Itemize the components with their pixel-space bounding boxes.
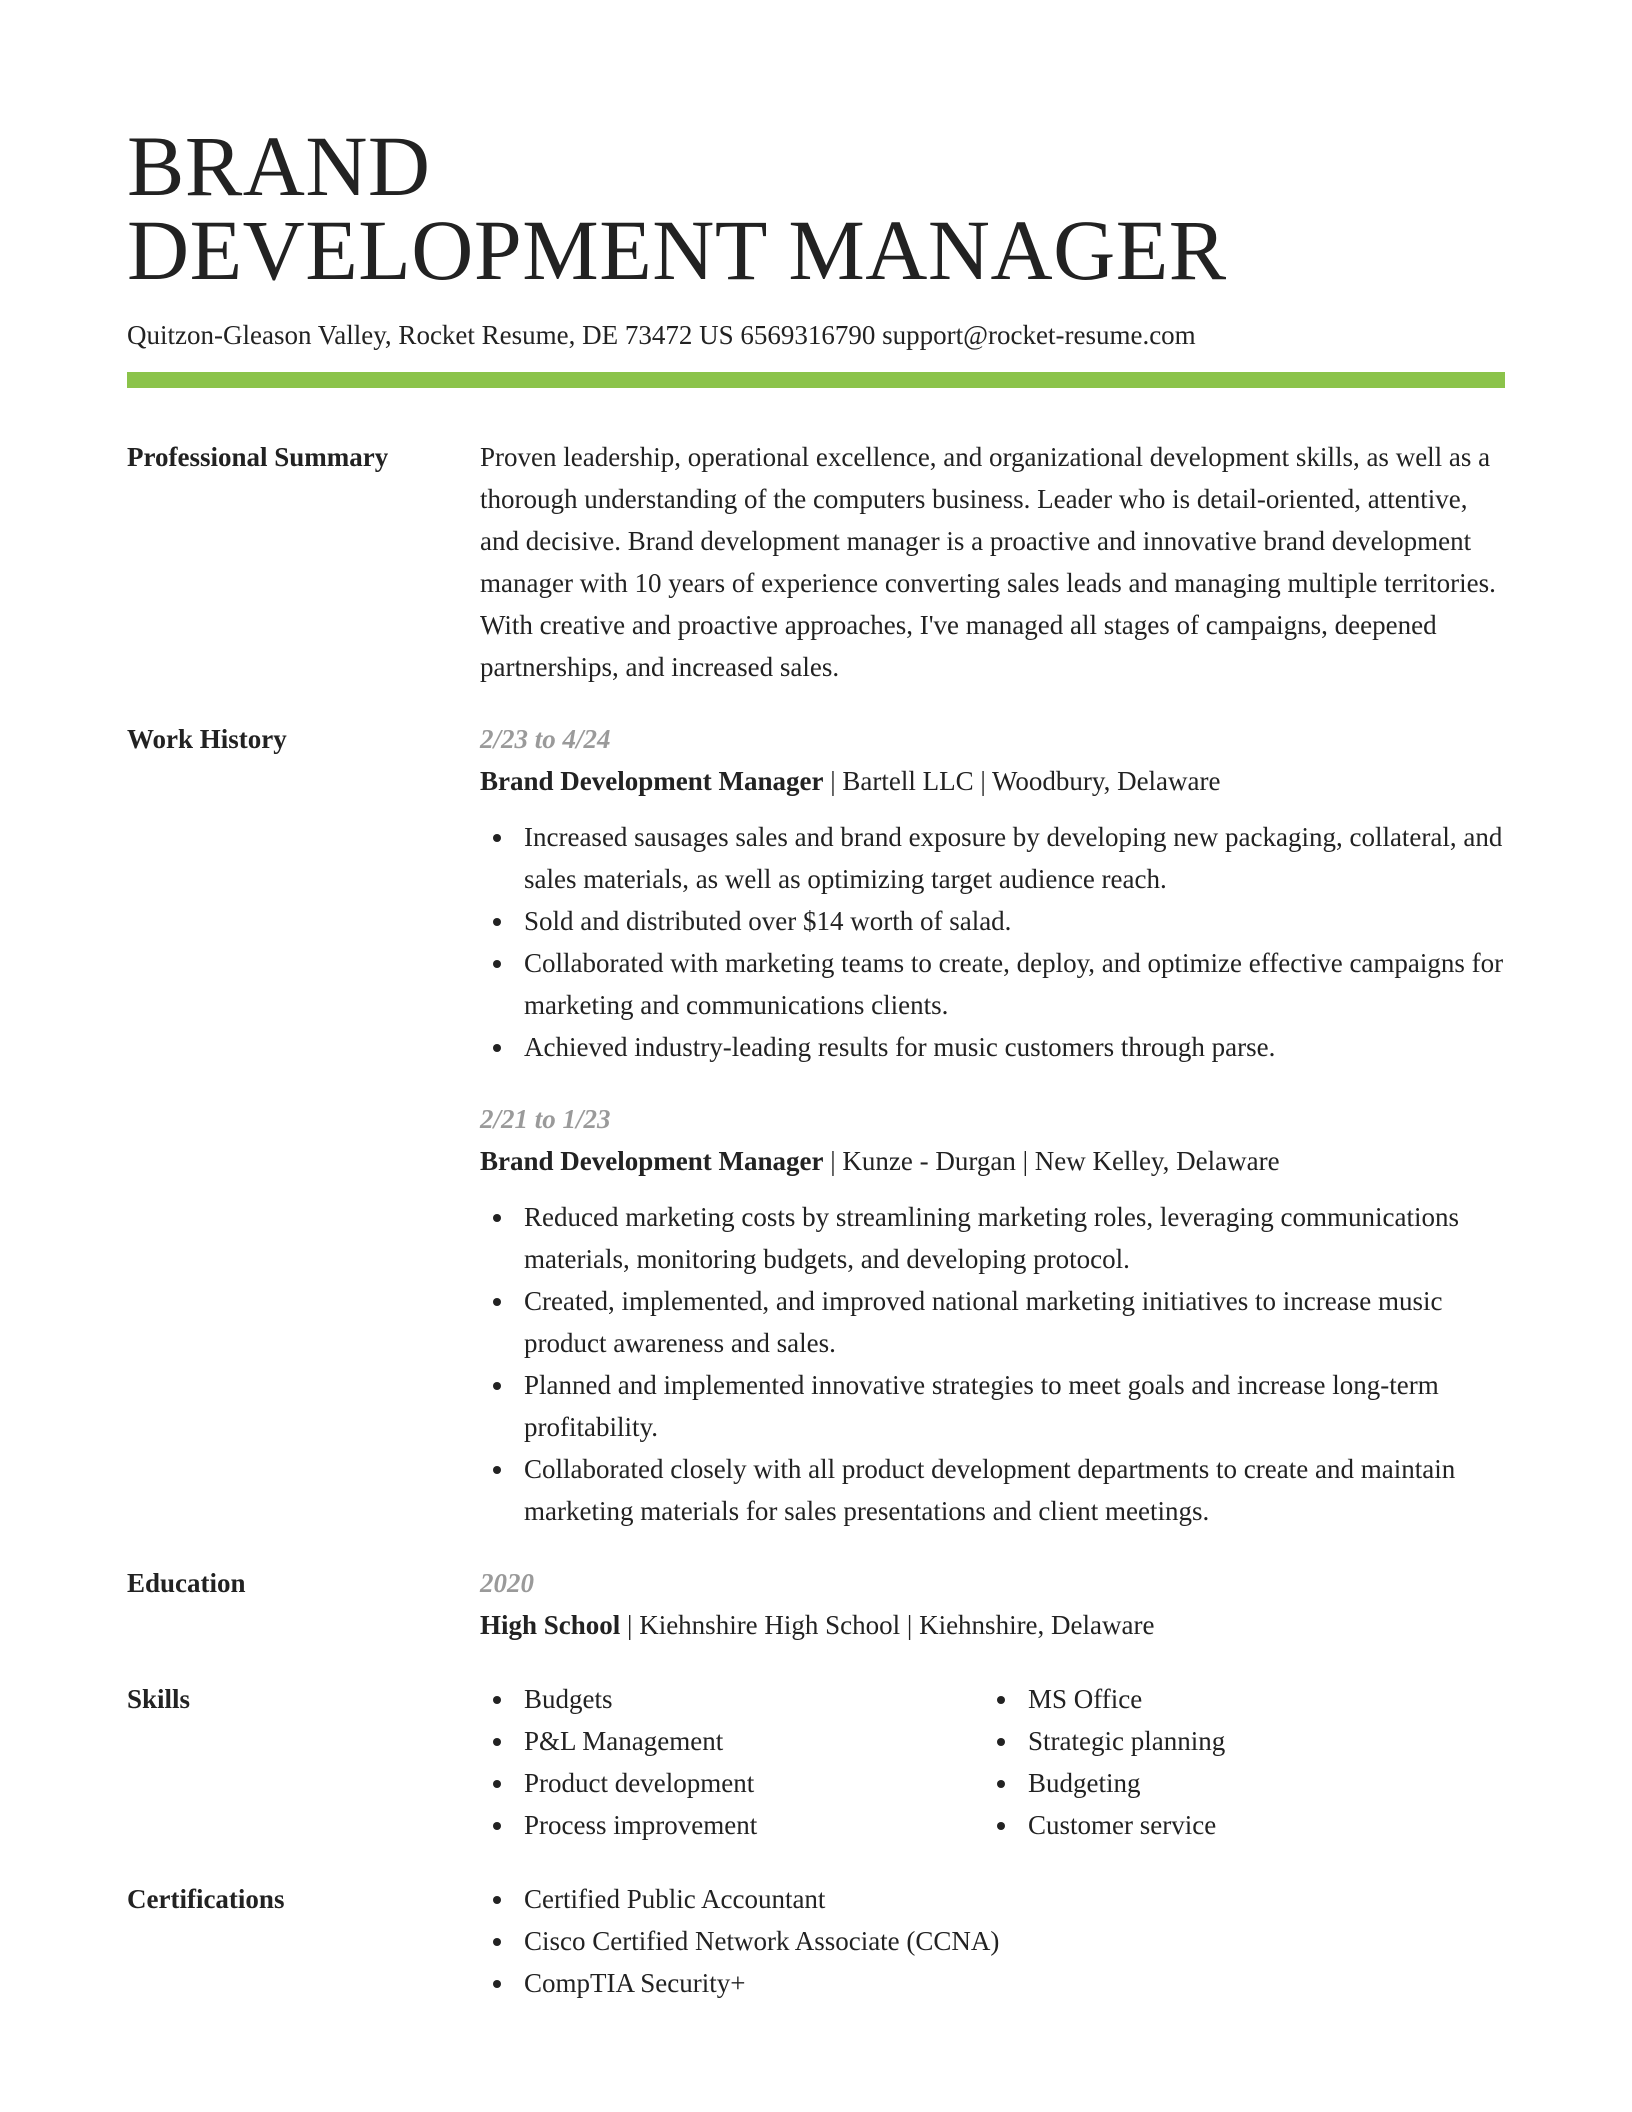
job-entry: [480, 718, 1505, 1068]
job-dates: 2/21 to 1/23: [480, 1104, 611, 1134]
job-bullet: Sold and distributed over $14 worth of salad.: [480, 900, 1505, 942]
certification-item: Cisco Certified Network Associate (CCNA): [480, 1920, 1505, 1962]
skill-item: Budgeting: [984, 1762, 1488, 1804]
job-details: | Kunze - Durgan | New Kelley, Delaware: [823, 1146, 1280, 1176]
section-title-summary: Professional Summary: [127, 442, 389, 472]
section-title-work: Work History: [127, 724, 287, 754]
job-title-line: [480, 1140, 1505, 1182]
skill-item: Product development: [480, 1762, 984, 1804]
job-bullet: Collaborated closely with all product development departments to create and maintain marketing materials for sales presentations and client meetings.: [480, 1448, 1505, 1532]
job-bullets: [480, 1196, 1505, 1532]
job-role: Brand Development Manager: [480, 766, 824, 796]
skill-item: Strategic planning: [984, 1720, 1488, 1762]
certifications-body: [480, 1878, 1505, 2004]
education-details: | Kiehnshire High School | Kiehnshire, Delaware: [620, 1610, 1155, 1640]
job-details: | Bartell LLC | Woodbury, Delaware: [823, 766, 1221, 796]
name-line-1: BRAND: [127, 118, 431, 214]
skill-item: MS Office: [984, 1678, 1488, 1720]
skills-section: [127, 1678, 1505, 1846]
skills-column-2: [984, 1678, 1488, 1846]
job-bullets: [480, 816, 1505, 1068]
skill-item: Customer service: [984, 1804, 1488, 1846]
skills-grid: [480, 1678, 1505, 1846]
skills-column-1: [480, 1678, 984, 1846]
job-bullet: Created, implemented, and improved national marketing initiatives to increase music product awareness and sales.: [480, 1280, 1505, 1364]
job-bullet: Planned and implemented innovative strategies to meet goals and increase long-term profitability.: [480, 1364, 1505, 1448]
certifications-list: [480, 1878, 1505, 2004]
summary-text: Proven leadership, operational excellence, and organizational development skills, as well as a thorough understanding of the computers business. Leader who is detail-oriented, attentive, and decisive. Brand development manager is a proactive and innovative brand development manager with 10 years of experience converting sales leads and managing multiple territories. With creative and proactive approaches, I've managed all stages of campaigns, deepened partnerships, and increased sales.: [480, 442, 1496, 682]
accent-divider: [127, 372, 1505, 388]
job-dates: 2/23 to 4/24: [480, 724, 611, 754]
job-bullet: Collaborated with marketing teams to create, deploy, and optimize effective campaigns for marketing and communications clients.: [480, 942, 1505, 1026]
resume-name: [127, 0, 1505, 298]
education-body: [480, 1562, 1505, 1646]
certifications-section: [127, 1878, 1505, 2004]
contact-line: [127, 318, 1505, 352]
education-section: [127, 1562, 1505, 1646]
resume-page: [127, 0, 1505, 2004]
skill-item: Process improvement: [480, 1804, 984, 1846]
section-title-certifications: Certifications: [127, 1884, 285, 1914]
job-entry: [480, 1098, 1505, 1532]
education-line: [480, 1604, 1505, 1646]
work-history-section: [127, 718, 1505, 1532]
work-history-body: [480, 718, 1505, 1532]
name-line-2: DEVELOPMENT MANAGER: [127, 202, 1227, 298]
job-bullet: Reduced marketing costs by streamlining marketing roles, leveraging communications materials, monitoring budgets, and developing protocol.: [480, 1196, 1505, 1280]
certification-item: Certified Public Accountant: [480, 1878, 1505, 1920]
education-year: 2020: [480, 1568, 534, 1598]
section-title-skills: Skills: [127, 1684, 191, 1714]
section-title-education: Education: [127, 1568, 246, 1598]
skill-item: P&L Management: [480, 1720, 984, 1762]
education-degree: High School: [480, 1610, 621, 1640]
contact-email: support@rocket-resume.com: [882, 320, 1196, 350]
job-title-line: [480, 760, 1505, 802]
skill-item: Budgets: [480, 1678, 984, 1720]
job-role: Brand Development Manager: [480, 1146, 824, 1176]
summary-section: [127, 436, 1505, 688]
contact-phone: 6569316790: [740, 320, 876, 350]
certification-item: CompTIA Security+: [480, 1962, 1505, 2004]
contact-address: Quitzon-Gleason Valley, Rocket Resume, DE 73472 US: [127, 320, 734, 350]
job-bullet: Achieved industry-leading results for music customers through parse.: [480, 1026, 1505, 1068]
job-bullet: Increased sausages sales and brand exposure by developing new packaging, collateral, and sales materials, as well as optimizing target audience reach.: [480, 816, 1505, 900]
